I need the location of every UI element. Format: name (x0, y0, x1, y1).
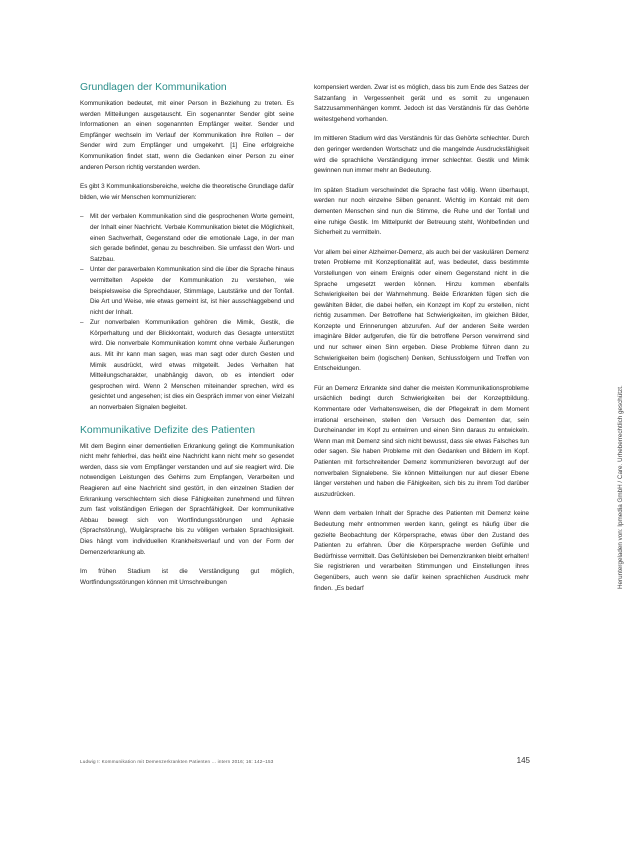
paragraph: Im späten Stadium verschwindet die Sprache fast völlig. Wenn überhaupt, werden nur noch einzelne Silben genannt. Wichtig im Kontakt mit dem dementen Menschen sind nun die Stimme, die Ruhe und der Tonfall und eine ruhige Gestik. Im Mittelpunkt der Betreuung steht, Wohlbefinden und Sicherheit zu vermitteln. (314, 186, 529, 237)
page-footer (80, 756, 530, 768)
page-number: 145 (516, 756, 530, 765)
download-notice: Heruntergeladen von: Ipmedia GmbH / Care. Urheberrechtlich geschützt. (617, 385, 624, 589)
paragraph: Vor allem bei einer Alzheimer-Demenz, als auch bei der vaskulären Demenz treten Probleme mit Konzeptionalität auf, was bedeutet, dass bestimmte Vorstellungen von einem Ereignis oder einem Gegenstand nicht in die Sprache umgesetzt werden können. Hinzu kommen ebenfalls Schwierigkeiten bei der Wahrnehmung. Beide Erkrankten fügen sich die gewählten Bilder, die dabei helfen, ein Konzept im Kopf zu erstellen, nicht richtig zusammen. Der Betroffene hat Schwierigkeiten, im gleichen Bilder, Konzepte und Erinnerungen abzurufen. Auf der anderen Seite werden imaginäre Bilder aufgerufen, die für die betroffene Person verwirrend sind und nur schwer einen Sinn ergeben. Diese Probleme führen dann zu Schwierigkeiten beim (logischen) Denken, Schlussfolgern und Treffen von Entscheidungen. (314, 248, 529, 373)
section-heading-defizite: Kommunikative Defizite des Patienten (80, 424, 255, 436)
list-item: – Zur nonverbalen Kommunikation gehören die Mimik, Gestik, die Körperhaltung und der Blickkontakt, wodurch das Gesagte unterstützt wird. Die nonverbale Kommunikation kommt ohne verbale Äußerungen aus. Mit ihr kann man sagen, was man sagt oder durch Gesten und Mimik ausdrückt, wird etwas mitgeteilt. Jedes Verhalten hat Mitteilungscharakter, unabhängig davon, ob es intendiert oder gesprochen wird. Wenn 2 Menschen miteinander sprechen, wird es gesichtet und angesehen; ist dies ein Gespräch immer von einer Vielzahl an nonverbalen Signalen begleitet. (80, 318, 294, 413)
section-heading-grundlagen: Grundlagen der Kommunikation (80, 82, 227, 93)
paragraph: Im mittleren Stadium wird das Verständnis für das Gehörte schlechter. Durch den geringer werdenden Wortschatz und die mangelnde Ausdrucksfähigkeit wird die sprachliche Verständigung immer schlechter. Gestik und Mimik gewinnen nun immer mehr an Bedeutung. (314, 135, 529, 175)
paragraph: Mit dem Beginn einer dementiellen Erkrankung gelingt die Kommunikation nicht mehr fehlerfrei, das heißt eine Nachricht kann nicht mehr so gesendet werden, dass sie vom Empfänger verstanden und auf sie reagiert wird. Die notwendigen Leistungen des Gehirns zum Empfangen, Verarbeiten und Reagieren auf eine Nachricht sind gestört, in den einzelnen Stadien der Erkrankung verschlechtern sich diese Fähigkeiten zunehmend und führen zum fast vollständigen Erliegen der Sprachfähigkeit. Der kommunikative Abbau bewegt sich von Wortfindungsstörungen und Aphasie (Sprachstörung), Wulgärsprache bis zu völligen verbalen Sprachlosigkeit. Dies hängt vom individuellen Krankheitsverlauf und von der Form der Demenzerkrankung ab. (80, 442, 294, 556)
communication-areas-list (80, 212, 294, 413)
paragraph: Für an Demenz Erkrankte sind daher die meisten Kommunikationsprobleme ursächlich bedingt durch Schwierigkeiten bei der Konzeptbildung. Kommentare oder Verhaltensweisen, die der Pflegekraft in dem Moment irrational erscheinen, stellen den Versuch des Dementen dar, sein Durcheinander im Kopf zu entwirren und einen Sinn daraus zu entwickeln. Wenn man mit Demenz sind sich nicht bewusst, dass sie etwas Falsches tun oder sagen. Sie haben Probleme mit den Gedanken und Bildern im Kopf. Patienten mit fortschreitender Demenz kommunizieren bevorzugt auf der nonverbalen Signalebene. Sie können Mitteilungen nur auf dieser Ebene länger verstehen und haben die Fähigkeiten, sich bis zu ihrem Tod darüber auszudrücken. (314, 384, 529, 498)
left-column (80, 81, 294, 597)
right-column (314, 83, 529, 603)
paragraph: Kommunikation bedeutet, mit einer Person in Beziehung zu treten. Es werden Mitteilungen ausgetauscht. Ein sogenannter Sender gibt seine Informationen an einen sogenannten Empfänger weiter. Sender und Empfänger wechseln im Verlauf der Kommunikation ihre Rollen – der Sender wird zum Empfänger und umgekehrt. [1] Eine erfolgreiche Kommunikation findet statt, wenn die Gedanken einer Person zu einer anderen Person richtig verstanden werden. (80, 100, 294, 171)
paragraph: Wenn dem verbalen Inhalt der Sprache des Patienten mit Demenz keine Bedeutung mehr entnommen werden kann, gelingt es häufig über die gezielte Beobachtung der Körpersprache, etwas über den Zustand des Patienten zu erfahren. Über die Körpersprache werden Gefühle und Bedürfnisse vermittelt. Das Gefühlsleben bei Demenzkranken bleibt erhalten! Sie registrieren und verarbeiten Stimmungen und Einstellungen ihres Gegenübers, auch wenn sie dafür keinen sprachlichen Ausdruck mehr finden. „Es bedarf (314, 510, 529, 592)
list-item: – Unter der paraverbalen Kommunikation sind die über die Sprache hinaus vermittelten Aspekte der Kommunikation zu verstehen, wie beispielsweise die Sprechdauer, Stimmlage, Lautstärke und der Tonfall. Die Art und Weise, wie etwas gemeint ist, ist hier ausschlaggebend und nicht der Inhalt. (80, 265, 294, 318)
paragraph: kompensiert werden. Zwar ist es möglich, dass bis zum Ende des Satzes der Satzanfang in Vergessenheit gerät und es somit zu ungenauen Satzzusammenhängen kommt. Jedoch ist das Verständnis für das Gehörte weitestgehend vorhanden. (314, 84, 529, 123)
list-item: – Mit der verbalen Kommunikation sind die gesprochenen Worte gemeint, der Inhalt einer Nachricht. Verbale Kommunikation bietet die Möglichkeit, einen Sachverhalt, Gegenstand oder die emotionale Lage, in der man sich gerade befindet, genau zu beschreiben. Sie umfasst den Wort- und Satzbau. (80, 212, 294, 265)
paragraph: Im frühen Stadium ist die Verständigung gut möglich, Wortfindungsstörungen können mit Umschreibungen (80, 568, 294, 586)
footer-citation: Ludwig I: Kommunikation mit Demenzerkrankten Patienten ... intern 2016; 16: 142–153 (80, 759, 274, 764)
paragraph: Es gibt 3 Kommunikationsbereiche, welche die theoretische Grundlage dafür bilden, wie wir Menschen kommunizieren: (80, 183, 294, 201)
